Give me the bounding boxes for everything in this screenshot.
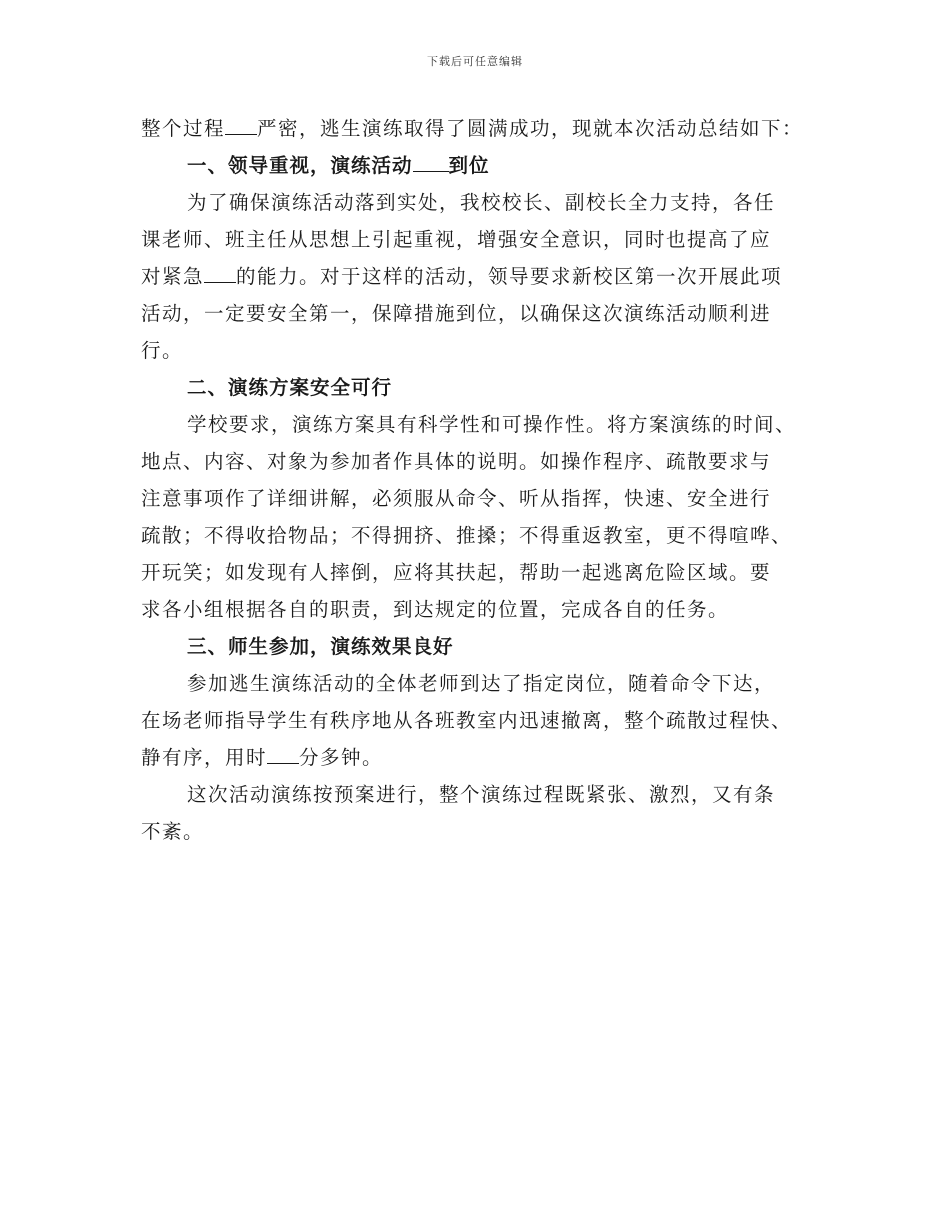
paragraph-text: 静有序，用时: [141, 746, 268, 769]
intro-text-b: 严密，逃生演练取得了圆满成功，现就本次活动总结如下：: [257, 117, 804, 140]
paragraph-line: 学校要求，演练方案具有科学性和可操作性。将方案演练的时间、: [187, 413, 797, 436]
fill-blank: [225, 114, 257, 135]
page-header-note: 下载后可任意编辑: [427, 55, 523, 68]
paragraph-text: 的能力。对于这样的活动，领导要求新校区第一次开展此项: [236, 265, 783, 288]
intro-line: [141, 110, 831, 147]
paragraph-line: 不紊。: [141, 820, 205, 843]
heading-1-text-b: 到位: [448, 154, 490, 177]
fill-blank: [267, 743, 299, 764]
intro-text-a: 整个过程: [141, 117, 226, 140]
fill-blank: [204, 262, 236, 283]
section-heading-3: 三、师生参加，演练效果良好: [187, 635, 454, 658]
paragraph-line: 疏散；不得收拾物品；不得拥挤、推搡；不得重返教室，更不得喧哗、: [141, 524, 793, 547]
section-heading-2: 二、演练方案安全可行: [187, 376, 393, 399]
heading-1-text-a: 一、领导重视，演练活动: [187, 154, 413, 177]
paragraph-text: 分多钟。: [299, 746, 384, 769]
paragraph-text: 对紧急: [141, 265, 205, 288]
paragraph-line: 开玩笑；如发现有人摔倒，应将其扶起，帮助一起逃离危险区域。要: [141, 561, 772, 584]
paragraph-line: 为了确保演练活动落到实处，我校校长、副校长全力支持，各任: [187, 191, 776, 214]
fill-blank: [413, 151, 449, 172]
paragraph-line: 注意事项作了详细讲解，必须服从命令、听从指挥，快速、安全进行: [141, 487, 772, 510]
paragraph-line: [141, 739, 831, 776]
paragraph-line: [141, 258, 831, 295]
paragraph-line: 在场老师指导学生有秩序地从各班教室内迅速撤离，整个疏散过程快、: [141, 709, 793, 732]
section-heading-1: [141, 147, 831, 184]
paragraph-line: 活动，一定要安全第一，保障措施到位，以确保这次演练活动顺利进: [141, 302, 772, 325]
paragraph-line: 这次活动演练按预案进行，整个演练过程既紧张、激烈，又有条: [187, 783, 776, 806]
document-body: [141, 110, 831, 850]
paragraph-line: 参加逃生演练活动的全体老师到达了指定岗位，随着命令下达，: [187, 672, 776, 695]
paragraph-line: 行。: [141, 339, 184, 362]
paragraph-line: 课老师、班主任从思想上引起重视，增强安全意识，同时也提高了应: [141, 228, 772, 251]
paragraph-line: 地点、内容、对象为参加者作具体的说明。如操作程序、疏散要求与: [141, 450, 772, 473]
paragraph-line: 求各小组根据各自的职责，到达规定的位置，完成各自的任务。: [141, 598, 730, 621]
